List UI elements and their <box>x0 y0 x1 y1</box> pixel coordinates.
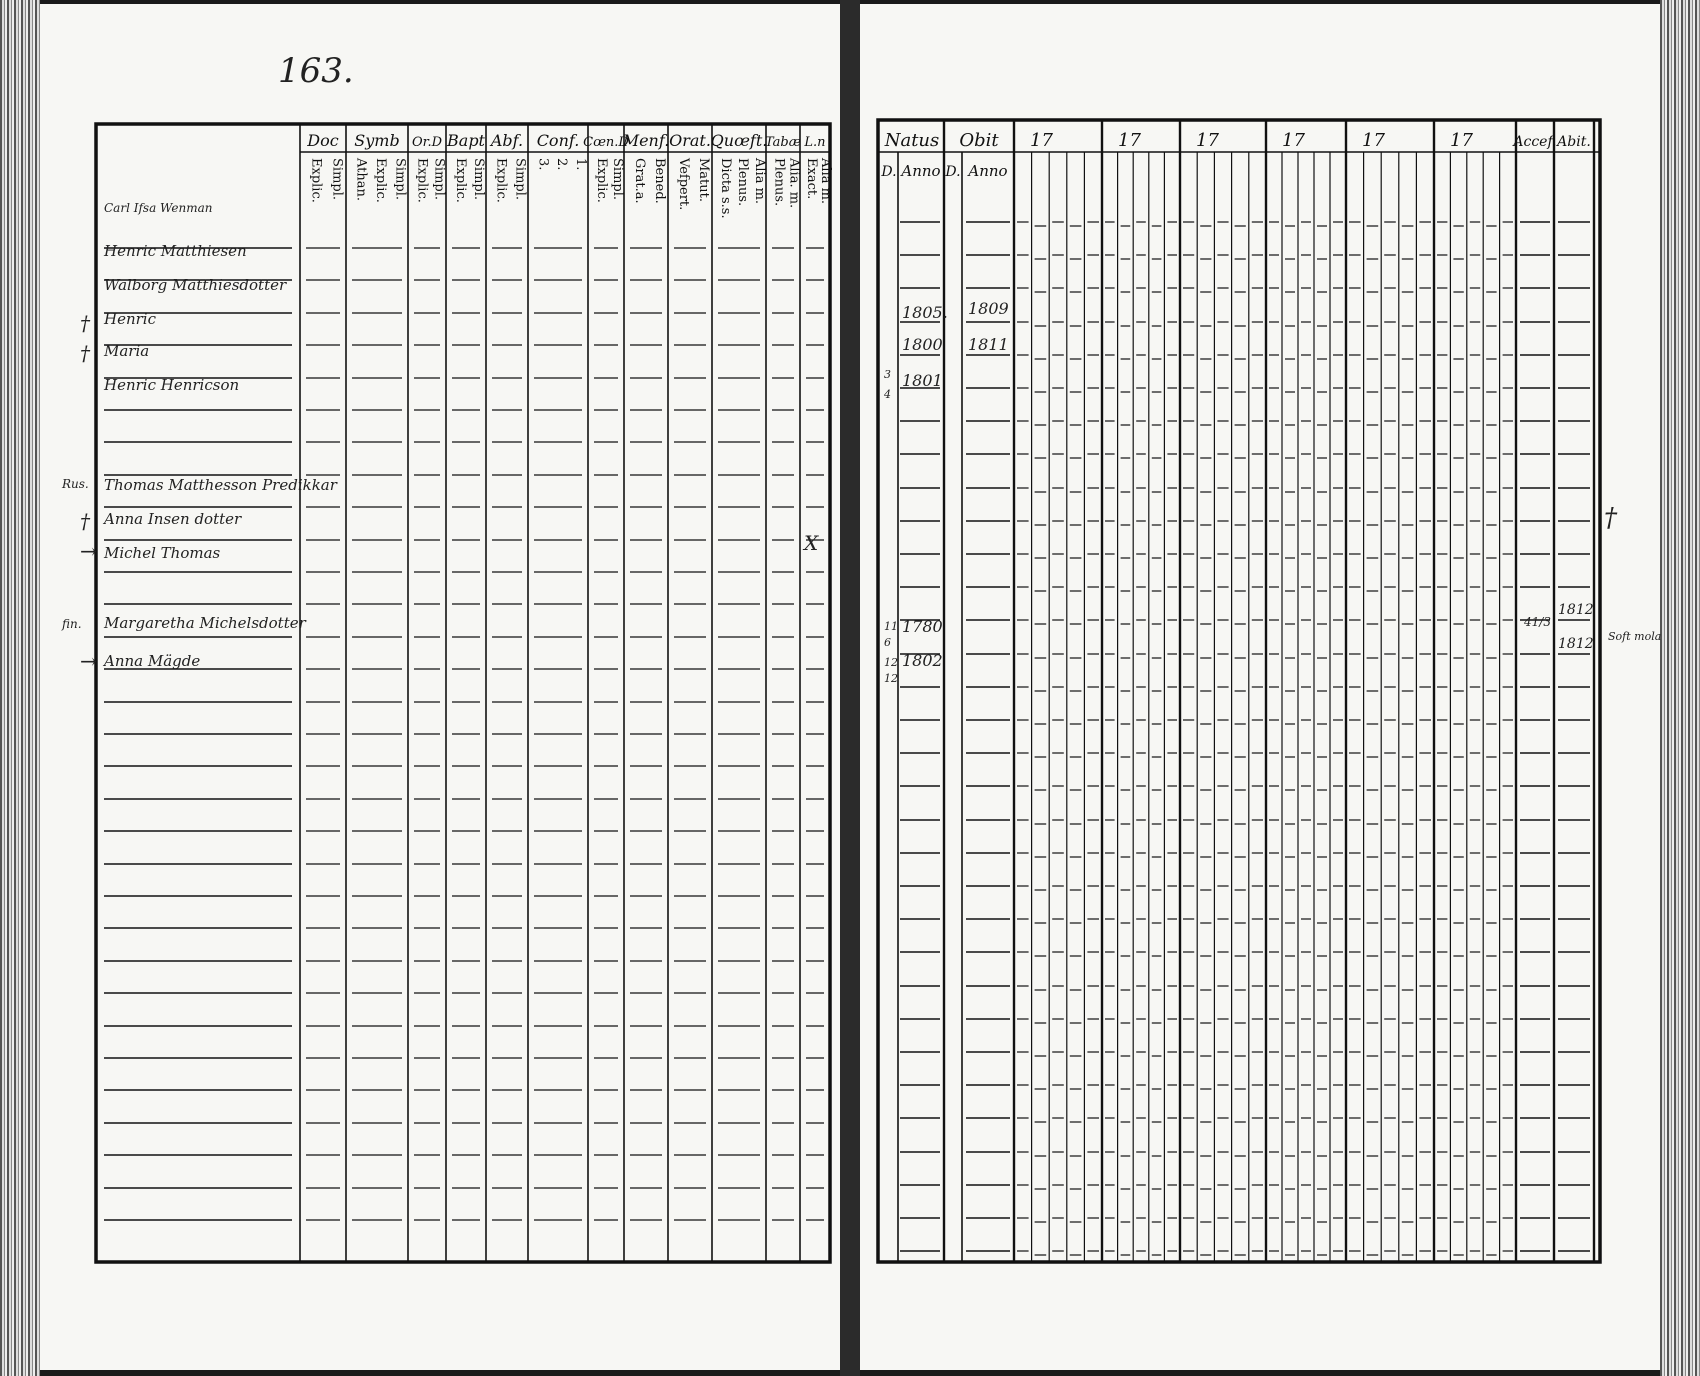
left-subheader-group <box>373 158 388 203</box>
left-subheader: Exact. <box>804 158 820 200</box>
left-subheader-group <box>652 158 667 204</box>
left-subheader-group <box>771 158 786 206</box>
left-subheader: Simpl. <box>471 158 487 201</box>
left-subheader: Alia m. <box>751 158 767 205</box>
left-margin-mark: † <box>80 311 90 335</box>
left-subheader-group <box>354 157 369 201</box>
left-subheader-group <box>453 158 468 203</box>
left-subheader: 3. <box>535 158 551 171</box>
name-entry: Michel Thomas <box>104 544 221 562</box>
natus-year: 1802 <box>902 651 943 670</box>
right-margin-note: Soft mola <box>1608 630 1662 643</box>
natus-day: 3 <box>884 368 891 381</box>
left-subheader: Plenus. <box>771 158 787 207</box>
name-entry: Henric Matthiesen <box>104 242 247 260</box>
natus-day: 12 <box>884 672 898 685</box>
name-entry: Carl Ifsa Wenman <box>104 201 213 215</box>
natus-year: 1780 <box>902 617 943 636</box>
left-header-label: Quœft. <box>710 131 768 150</box>
left-subheader-group <box>471 158 486 200</box>
right-header-label: 17 <box>1362 130 1385 151</box>
left-header-label: L.n <box>804 135 826 150</box>
name-entry: Anna Insen dotter <box>104 510 242 528</box>
right-subheader: Anno <box>968 162 1008 180</box>
left-subheader-group <box>309 158 324 203</box>
left-margin-mark: fin. <box>62 617 82 631</box>
left-subheader: Dicta s.s. <box>718 158 734 219</box>
left-subheader-group <box>632 158 647 204</box>
left-subheader-group <box>392 158 407 200</box>
right-header-label: 17 <box>1282 130 1305 151</box>
name-entry: Henric <box>104 310 156 328</box>
abit-entry: 1812 <box>1558 636 1594 652</box>
left-subheader-group <box>752 157 767 204</box>
left-subheader-group <box>432 158 447 200</box>
left-header-label: Orat. <box>669 131 711 150</box>
left-subheader-group <box>594 158 609 203</box>
left-subheader: Simpl. <box>610 158 626 201</box>
left-subheader-group <box>554 158 569 170</box>
right-header-label: Obit <box>959 130 999 151</box>
right-register-table <box>878 120 1600 1262</box>
name-entry: Maria <box>104 342 150 360</box>
obit-year: 1809 <box>968 299 1009 318</box>
right-subheader: D. <box>945 164 961 180</box>
left-register-table <box>96 124 833 1262</box>
left-subheader-group <box>513 158 528 200</box>
left-subheader: Explic. <box>414 158 430 203</box>
left-margin-mark: Rus. <box>62 477 89 491</box>
left-margin-mark: → <box>80 539 97 563</box>
name-entry: Anna Mägde <box>104 652 201 670</box>
natus-day: 12 <box>884 656 898 669</box>
left-subheader-group <box>329 158 344 200</box>
page-number: 163. <box>278 51 354 91</box>
right-header-label: Abit. <box>1557 134 1591 150</box>
left-margin-mark: → <box>80 649 97 673</box>
left-subheader: Bened. <box>652 158 667 204</box>
natus-day: 11 <box>884 620 898 633</box>
left-subheader-group <box>718 158 733 219</box>
left-header-label: Menf. <box>622 131 670 150</box>
left-subheader: Alia m. <box>817 158 833 205</box>
left-subheader: Vefpert. <box>676 158 691 211</box>
right-header-label: 17 <box>1450 130 1473 151</box>
right-header-label: 17 <box>1196 130 1219 151</box>
left-subheader: Simpl. <box>431 158 447 201</box>
left-subheader: Explic. <box>452 158 468 203</box>
left-subheader: Matut. <box>696 158 711 203</box>
name-entry: Margaretha Michelsdotter <box>104 614 306 632</box>
left-subheader: Alia. m. <box>786 158 802 209</box>
natus-day: 6 <box>884 636 891 649</box>
left-header-label: Conf. <box>536 131 580 150</box>
left-subheader: Explic. <box>593 158 609 203</box>
name-entry: Henric Henricson <box>104 376 240 394</box>
right-header-label: Accef. <box>1513 134 1557 150</box>
x-mark: X <box>804 531 819 555</box>
left-subheader-group <box>535 158 550 170</box>
right-header-label: Natus <box>884 130 940 151</box>
left-subheader: Explic. <box>493 158 509 203</box>
left-header-label: Doc <box>307 131 339 150</box>
handwritten-entries <box>61 201 1661 685</box>
natus-year: 1800 <box>902 335 943 354</box>
left-header-label: Abf. <box>490 131 524 150</box>
left-subheader-group <box>818 157 833 204</box>
left-table-border <box>96 124 830 1262</box>
left-subheader-group <box>414 158 429 203</box>
name-entry: Walborg Matthiesdotter <box>104 276 287 294</box>
natus-year: 1801 <box>902 371 943 390</box>
left-subheader: Simpl. <box>392 158 408 201</box>
left-margin-mark: † <box>80 509 90 533</box>
left-subheader: Plenus. <box>735 158 750 207</box>
cross-mark: † <box>1604 503 1617 533</box>
right-header-label: 17 <box>1030 130 1053 151</box>
left-subheader: Grat.a. <box>632 158 647 204</box>
right-subheader: Anno <box>901 162 941 180</box>
left-header-label: Cœn.D <box>583 135 629 150</box>
natus-year: 1805. <box>902 303 948 322</box>
abit-entry: 1812 <box>1558 602 1594 618</box>
left-header-label: Or.D <box>412 135 442 150</box>
left-subheader-group <box>735 158 750 206</box>
accef-entry: 41/3 <box>1524 615 1551 629</box>
left-subheader: Explic. <box>308 158 324 203</box>
left-subheader-group <box>787 157 802 208</box>
left-subheader: Athan. <box>353 158 369 202</box>
left-subheader: Simpl. <box>512 158 528 201</box>
left-subheader: 1. <box>572 158 588 171</box>
natus-day: 4 <box>884 388 891 401</box>
left-subheader-group <box>676 157 691 210</box>
left-header-label: Tabæ <box>765 135 801 150</box>
left-subheader-group <box>610 158 625 200</box>
left-subheader-group <box>573 158 588 170</box>
left-margin-mark: † <box>80 341 90 365</box>
name-entry: Thomas Matthesson Predikkar <box>104 476 337 494</box>
left-subheader: Simpl. <box>329 158 345 201</box>
obit-year: 1811 <box>968 335 1009 354</box>
left-subheader-group <box>696 158 711 202</box>
left-header-label: Symb <box>354 131 400 150</box>
left-subheader: Explic. <box>373 158 388 203</box>
left-subheader-group <box>804 158 819 199</box>
left-subheader-group <box>493 158 508 203</box>
right-subheader: D. <box>881 164 897 180</box>
left-header-label: Bapt <box>447 131 485 150</box>
left-subheader: 2. <box>554 158 569 171</box>
right-header-label: 17 <box>1118 130 1141 151</box>
